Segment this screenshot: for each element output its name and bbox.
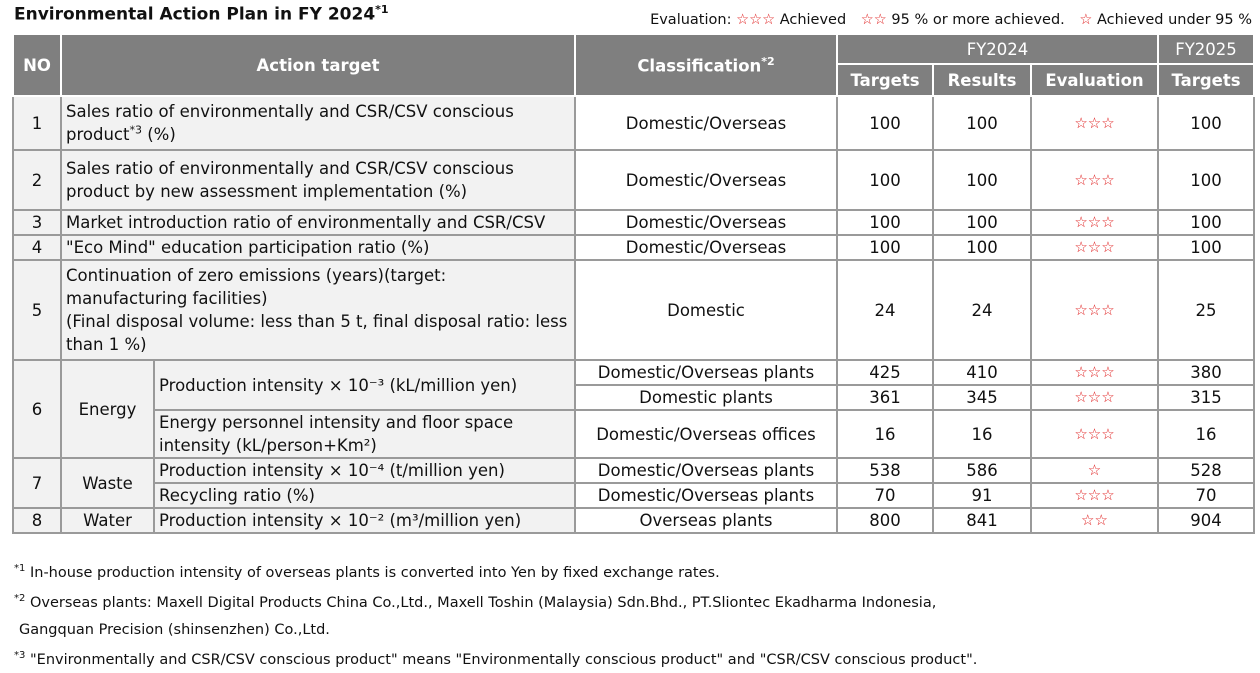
table-row — [13, 508, 1254, 533]
result-2024-cell: 345 — [933, 385, 1031, 410]
legend-two-label: 95 % or more achieved. — [891, 12, 1065, 28]
footnotes — [14, 556, 977, 673]
evaluation-stars: ☆☆ — [1031, 508, 1158, 533]
header-targets-2024: Targets — [837, 64, 933, 96]
classification-cell: Domestic plants — [575, 385, 837, 410]
result-2024-cell: 24 — [933, 260, 1031, 360]
action-target-cell: Continuation of zero emissions (years)(target: manufacturing facilities) (Final disposal volume: less than 5 t, final disposal ratio: less than 1 %) — [61, 260, 575, 360]
target-2024-cell: 800 — [837, 508, 933, 533]
title-footnote-mark: *1 — [375, 3, 389, 16]
target-2024-cell: 100 — [837, 150, 933, 210]
target-2024-cell: 538 — [837, 458, 933, 483]
one-star-icon: ☆ — [1079, 12, 1093, 28]
classification-cell: Domestic/Overseas offices — [575, 410, 837, 458]
result-2024-cell: 100 — [933, 210, 1031, 235]
table-row — [13, 410, 1254, 458]
row-no: 2 — [13, 150, 61, 210]
table-row — [13, 210, 1254, 235]
target-2025-cell: 100 — [1158, 210, 1254, 235]
action-target-cell: Production intensity × 10⁻² (m³/million yen) — [154, 508, 575, 533]
header-action-target: Action target — [61, 34, 575, 96]
evaluation-stars: ☆☆☆ — [1031, 260, 1158, 360]
classification-cell: Domestic — [575, 260, 837, 360]
header-evaluation-2024: Evaluation — [1031, 64, 1158, 96]
footnote-3: $^{*3}$ "Environmentally and CSR/CSV conscious product" means "Environmentally conscious product" and "CSR/CSV conscious product". — [14, 650, 978, 668]
target-2024-cell: 361 — [837, 385, 933, 410]
table-row — [13, 458, 1254, 483]
table-row — [13, 235, 1254, 260]
evaluation-stars: ☆☆☆ — [1031, 483, 1158, 508]
action-target-cell: Market introduction ratio of environmentally and CSR/CSV — [61, 210, 575, 235]
evaluation-stars: ☆☆☆ — [1031, 210, 1158, 235]
three-star-icon: ☆☆☆ — [736, 12, 776, 28]
table-row — [13, 360, 1254, 385]
result-2024-cell: 100 — [933, 235, 1031, 260]
result-2024-cell: 841 — [933, 508, 1031, 533]
legend-one-label: Achieved under 95 % — [1096, 12, 1252, 28]
header-targets-2025: Targets — [1158, 64, 1254, 96]
target-2024-cell: 24 — [837, 260, 933, 360]
legend-prefix: Evaluation: — [650, 12, 732, 28]
target-2025-cell: 904 — [1158, 508, 1254, 533]
target-2025-cell: 16 — [1158, 410, 1254, 458]
target-2025-cell: 315 — [1158, 385, 1254, 410]
result-2024-cell: 16 — [933, 410, 1031, 458]
target-2024-cell: 70 — [837, 483, 933, 508]
footnote-1: $^{*1}$ In-house production intensity of overseas plants is converted into Yen by fixed exchange rates. — [14, 563, 720, 581]
result-2024-cell: 91 — [933, 483, 1031, 508]
action-target-cell: Energy personnel intensity and floor space intensity (kL/person+Km²) — [154, 410, 575, 458]
action-target-cell: Production intensity × 10⁻⁴ (t/million yen) — [154, 458, 575, 483]
classification-cell: Domestic/Overseas plants — [575, 458, 837, 483]
action-target-cell: Sales ratio of environmentally and CSR/CSV conscious product by new assessment implementation (%) — [61, 150, 575, 210]
target-2025-cell: 100 — [1158, 96, 1254, 150]
row-no: 3 — [13, 210, 61, 235]
legend-three-label: Achieved — [779, 12, 847, 28]
classification-cell: Domestic/Overseas — [575, 210, 837, 235]
result-2024-cell: 586 — [933, 458, 1031, 483]
classification-cell: Domestic/Overseas — [575, 235, 837, 260]
target-2025-cell: 100 — [1158, 150, 1254, 210]
table-row — [13, 150, 1254, 210]
row-no: 8 — [13, 508, 61, 533]
footnote-2-continuation: Gangquan Precision (shinsenzhen) Co.,Ltd. — [19, 621, 330, 638]
classification-cell: Domestic/Overseas — [575, 96, 837, 150]
row-no: 5 — [13, 260, 61, 360]
evaluation-stars: ☆ — [1031, 458, 1158, 483]
classification-cell: Domestic/Overseas plants — [575, 360, 837, 385]
category-cell: Energy — [61, 360, 154, 458]
action-target-cell: Production intensity × 10⁻³ (kL/million yen) — [154, 360, 575, 410]
two-star-icon: ☆☆ — [860, 12, 887, 28]
action-target-cell: "Eco Mind" education participation ratio (%) — [61, 235, 575, 260]
header-fy2024: FY2024 — [837, 34, 1158, 64]
category-cell: Waste — [61, 458, 154, 508]
result-2024-cell: 410 — [933, 360, 1031, 385]
target-2024-cell: 100 — [837, 210, 933, 235]
target-2024-cell: 16 — [837, 410, 933, 458]
evaluation-stars: ☆☆☆ — [1031, 360, 1158, 385]
action-target-cell: Sales ratio of environmentally and CSR/CSV conscious product$^{*3}$ (%) — [61, 96, 575, 150]
target-2025-cell: 380 — [1158, 360, 1254, 385]
evaluation-stars: ☆☆☆ — [1031, 96, 1158, 150]
result-2024-cell: 100 — [933, 150, 1031, 210]
header-results-2024: Results — [933, 64, 1031, 96]
row-no: 1 — [13, 96, 61, 150]
table-row — [13, 483, 1254, 508]
target-2025-cell: 70 — [1158, 483, 1254, 508]
table-row — [13, 260, 1254, 360]
target-2025-cell: 25 — [1158, 260, 1254, 360]
table-row — [13, 96, 1254, 150]
evaluation-stars: ☆☆☆ — [1031, 385, 1158, 410]
evaluation-stars: ☆☆☆ — [1031, 235, 1158, 260]
evaluation-stars: ☆☆☆ — [1031, 410, 1158, 458]
target-2024-cell: 100 — [837, 235, 933, 260]
category-cell: Water — [61, 508, 154, 533]
footnote-2: $^{*2}$ Overseas plants: Maxell Digital Products China Co.,Ltd., Maxell Toshin (Malaysia) Sdn.Bhd., PT.Sliontec Ekadharma Indonesia, — [14, 593, 937, 612]
classification-cell: Overseas plants — [575, 508, 837, 533]
row-no: 7 — [13, 458, 61, 508]
target-2025-cell: 100 — [1158, 235, 1254, 260]
target-2024-cell: 425 — [837, 360, 933, 385]
action-target-cell: Recycling ratio (%) — [154, 483, 575, 508]
evaluation-legend — [650, 12, 1252, 28]
target-2025-cell: 528 — [1158, 458, 1254, 483]
action-plan-table — [12, 33, 1255, 534]
row-no: 6 — [13, 360, 61, 458]
classification-cell: Domestic/Overseas — [575, 150, 837, 210]
header-no: NO — [13, 34, 61, 96]
result-2024-cell: 100 — [933, 96, 1031, 150]
classification-cell: Domestic/Overseas plants — [575, 483, 837, 508]
page-title: Environmental Action Plan in FY 2024$^{*1}$ — [14, 3, 389, 25]
header-fy2025: FY2025 — [1158, 34, 1254, 64]
row-no: 4 — [13, 235, 61, 260]
evaluation-stars: ☆☆☆ — [1031, 150, 1158, 210]
target-2024-cell: 100 — [837, 96, 933, 150]
header-classification: Classification$^{*2}$ — [575, 34, 837, 96]
